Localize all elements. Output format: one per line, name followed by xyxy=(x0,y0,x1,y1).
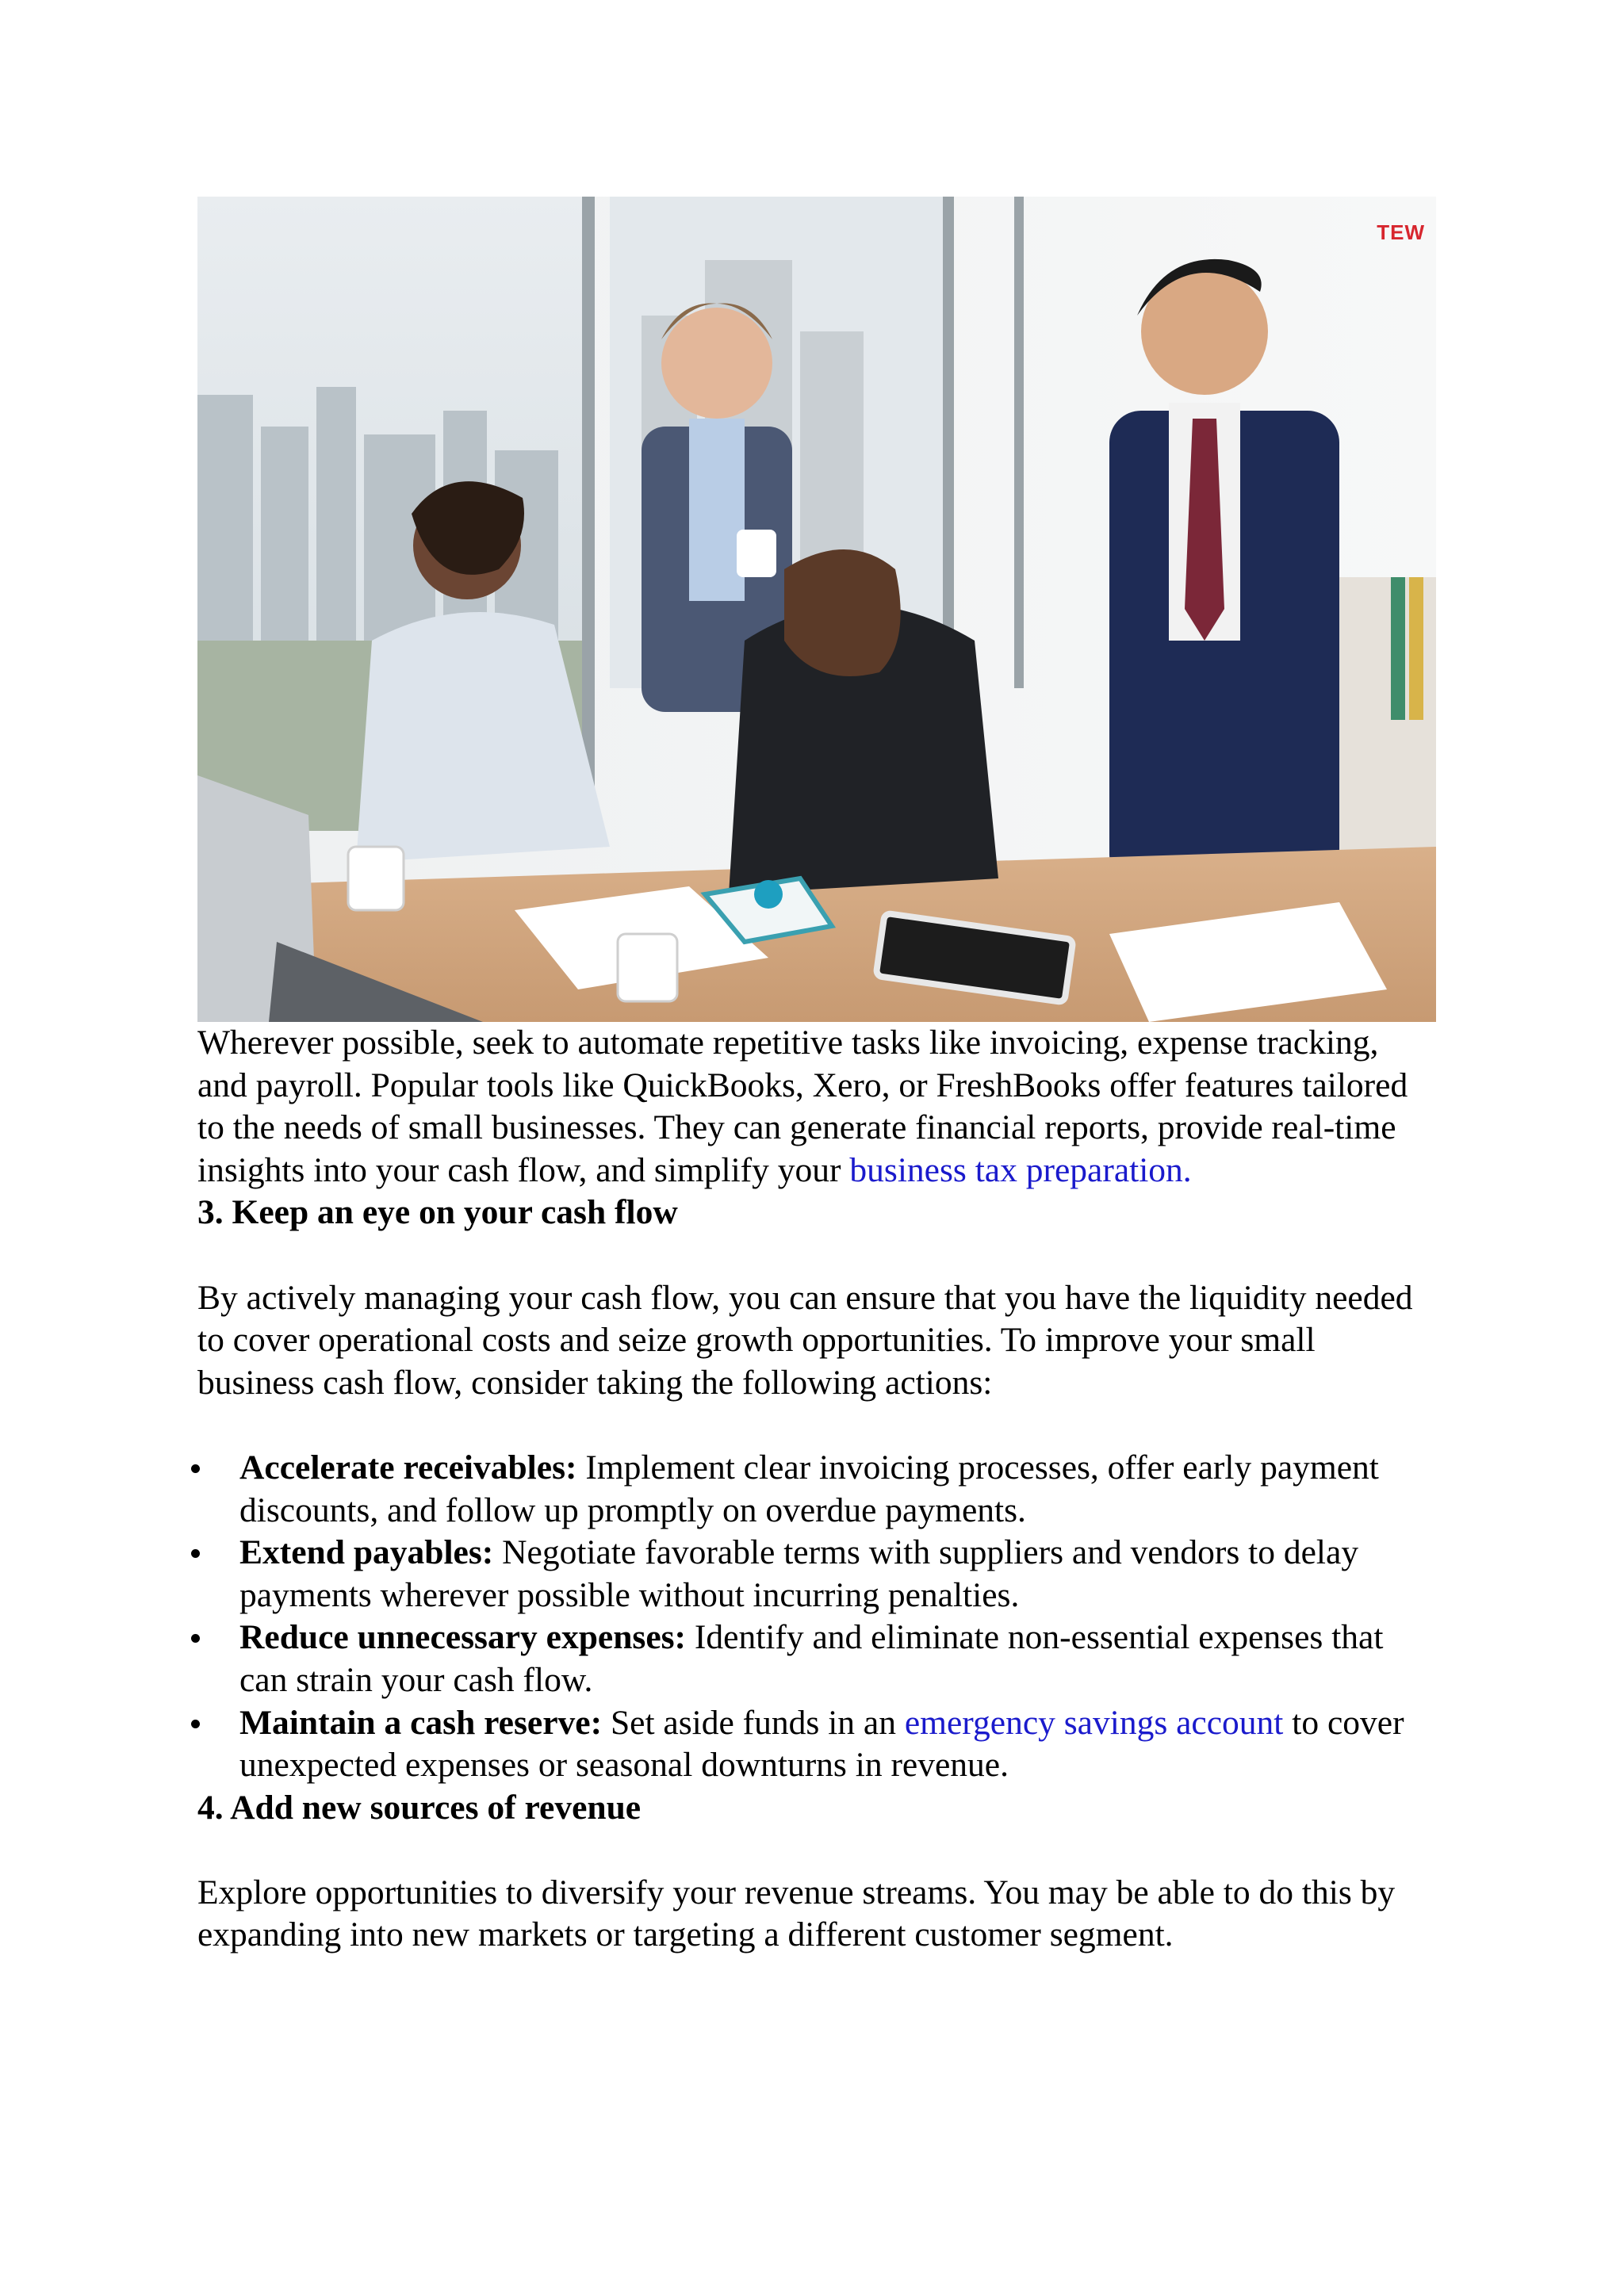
section-3-heading: 3. Keep an eye on your cash flow xyxy=(197,1193,678,1232)
paragraph-automation xyxy=(197,1022,1436,1192)
list-item-text: to cover unexpected expenses or seasonal downturns in revenue. xyxy=(239,1703,1404,1785)
list-item xyxy=(197,1702,1436,1787)
list-item xyxy=(197,1447,1436,1532)
spacer xyxy=(197,1404,1436,1447)
list-item-text: Implement clear invoicing processes, offer early payment discounts, and follow up promptly on overdue payments. xyxy=(239,1448,1379,1529)
list-item-title: Extend payables: xyxy=(239,1533,494,1572)
list-item xyxy=(197,1532,1436,1617)
list-item xyxy=(197,1617,1436,1701)
list-item-text: Identify and eliminate non-essential expenses that can strain your cash flow. xyxy=(239,1618,1384,1699)
list-item-text: Set aside funds in an xyxy=(602,1703,905,1742)
list-item-text: Negotiate favorable terms with suppliers and vendors to delay payments wherever possible without incurring penalties. xyxy=(239,1533,1359,1614)
office-meeting-photo xyxy=(197,197,1436,1022)
cash-flow-actions-list xyxy=(197,1447,1436,1787)
spacer xyxy=(197,1829,1436,1872)
section-3-intro: By actively managing your cash flow, you can ensure that you have the liquidity needed to cover operational costs and seize growth opportunities. To improve your small business cash flow, consider taking the following actions: xyxy=(197,1278,1413,1402)
photo-illustration xyxy=(197,197,1436,1022)
spacer xyxy=(197,1234,1436,1277)
list-item-title: Maintain a cash reserve: xyxy=(239,1703,603,1742)
paragraph-automation-text: Wherever possible, seek to automate repetitive tasks like invoicing, expense tracking, and payroll. Popular tools like QuickBooks, Xero, or FreshBooks offer features tailored to the needs of small businesses. They can generate financial reports, provide real-time insights into your cash flow, and simplify your xyxy=(197,1024,1408,1189)
list-item-title: Accelerate receivables: xyxy=(239,1448,577,1487)
document-page xyxy=(197,197,1436,1957)
section-4-heading: 4. Add new sources of revenue xyxy=(197,1788,642,1827)
section-4-intro: Explore opportunities to diversify your revenue streams. You may be able to do this by expanding into new markets or targeting a different customer segment. xyxy=(197,1873,1396,1954)
tew-logo: TEW xyxy=(1377,220,1425,244)
business-tax-preparation-link[interactable]: business tax preparation. xyxy=(849,1150,1192,1189)
list-item-title: Reduce unnecessary expenses: xyxy=(239,1618,687,1657)
emergency-savings-account-link[interactable]: emergency savings account xyxy=(904,1703,1284,1742)
